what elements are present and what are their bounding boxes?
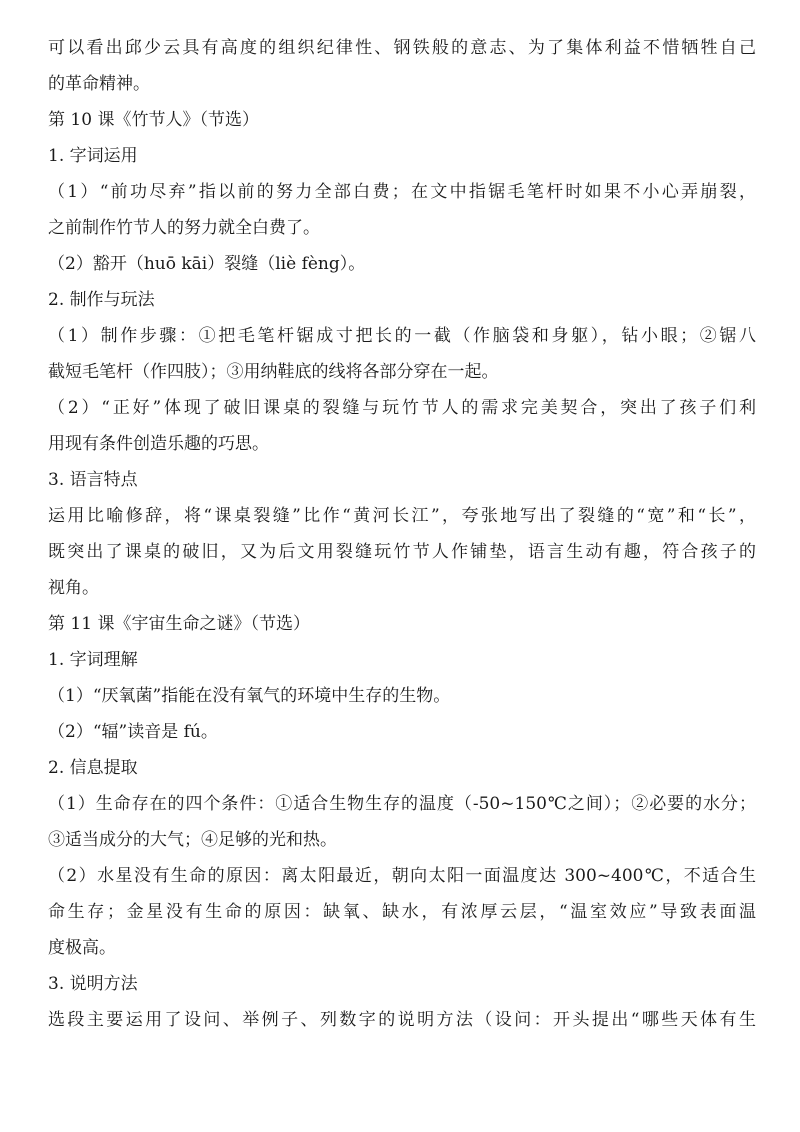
text-line: 可以看出邱少云具有高度的组织纪律性、钢铁般的意志、为了集体利益不惜牺牲自己	[48, 38, 756, 58]
section-heading: 3. 说明方法	[48, 974, 138, 994]
section-heading: 1. 字词运用	[48, 146, 138, 166]
section-heading: 3. 语言特点	[48, 470, 138, 490]
lesson-title: 第 10 课《竹节人》（节选）	[48, 110, 259, 130]
text-line: 命生存；金星没有生命的原因：缺氧、缺水，有浓厚云层，“温室效应”导致表面温	[48, 902, 756, 922]
text-line: 度极高。	[48, 938, 116, 958]
text-line: （1）“前功尽弃”指以前的努力全部白费；在文中指锯毛笔杆时如果不小心弄崩裂，	[48, 182, 756, 202]
text-line: 运用比喻修辞，将“课桌裂缝”比作“黄河长江”，夸张地写出了裂缝的“宽”和“长”，	[48, 506, 756, 526]
text-line: 的革命精神。	[48, 74, 150, 94]
text-line: （1）制作步骤：①把毛笔杆锯成寸把长的一截（作脑袋和身躯），钻小眼；②锯八	[48, 326, 756, 346]
text-line: ③适当成分的大气；④足够的光和热。	[48, 830, 337, 850]
text-line: （2）水星没有生命的原因：离太阳最近，朝向太阳一面温度达 300~400℃，不适合生	[48, 866, 756, 886]
text-line: 既突出了课桌的破旧，又为后文用裂缝玩竹节人作铺垫，语言生动有趣，符合孩子的	[48, 542, 756, 562]
text-line: 截短毛笔杆（作四肢）；③用纳鞋底的线将各部分穿在一起。	[48, 362, 499, 382]
section-heading: 2. 制作与玩法	[48, 290, 155, 310]
text-line: （2）“辐”读音是 fú。	[48, 722, 218, 742]
section-heading: 1. 字词理解	[48, 650, 138, 670]
text-line: 选段主要运用了设问、举例子、列数字的说明方法（设问：开头提出“哪些天体有生	[48, 1010, 756, 1030]
text-line: （2）“正好”体现了破旧课桌的裂缝与玩竹节人的需求完美契合，突出了孩子们利	[48, 398, 756, 418]
document-page	[48, 30, 756, 1038]
text-line: 用现有条件创造乐趣的巧思。	[48, 434, 269, 454]
lesson-title: 第 11 课《宇宙生命之谜》（节选）	[48, 614, 310, 634]
text-line: （1）“厌氧菌”指能在没有氧气的环境中生存的生物。	[48, 686, 451, 706]
text-line: 视角。	[48, 578, 99, 598]
text-line: （2）豁开（huō kāi）裂缝（liè fèng）。	[48, 254, 366, 274]
section-heading: 2. 信息提取	[48, 758, 138, 778]
text-line: （1）生命存在的四个条件：①适合生物生存的温度（-50~150℃之间）；②必要的水分；	[48, 794, 756, 814]
text-line: 之前制作竹节人的努力就全白费了。	[48, 218, 320, 238]
